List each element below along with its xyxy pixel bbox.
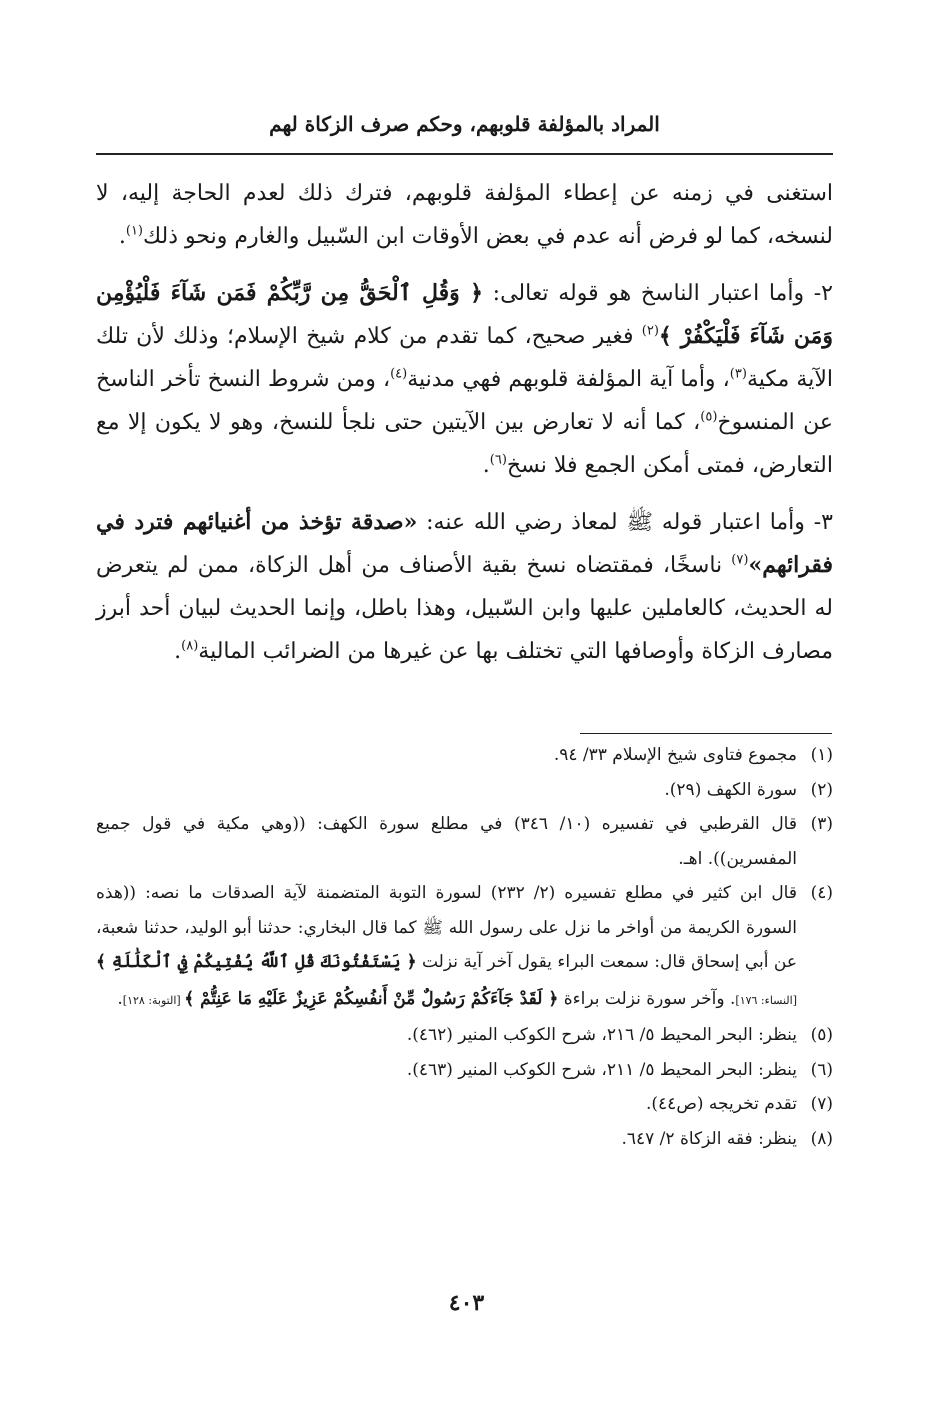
footnote-ref-8[interactable]: (٨) [181, 638, 199, 654]
paragraph-1-end: . [118, 224, 126, 249]
verse-citation: [النساء: ١٧٦] [735, 993, 797, 1007]
footnote-number: (٢) [810, 779, 833, 800]
paragraph-3-part1: ٣- وأما اعتبار قوله ﷺ لمعاذ رضي الله عنه: [417, 510, 833, 535]
footnote-number: (٧) [810, 1094, 833, 1114]
paragraph-3 [96, 501, 833, 673]
footnote-6 [96, 1053, 833, 1088]
footnote-ref-5[interactable]: (٥) [700, 409, 718, 425]
page-number: ٤٠٣ [448, 1290, 485, 1316]
footnote-text: قال القرطبي في تفسيره (١٠/ ٣٤٦) في مطلع سورة الكهف: ((وهي مكية في قول جميع المفسرين)). اهـ. [96, 814, 797, 869]
footnote-4 [96, 876, 833, 1018]
footnote-text: سورة الكهف (٢٩). [664, 779, 797, 800]
paragraph-2-part5: ، كما أنه لا تعارض بين الآيتين حتى نلجأ للنسخ، وهو لا يكون إلا مع التعارض، فمتى أمكن الجمع فلا نسخ [96, 410, 833, 478]
footnote-text: ينظر: فقه الزكاة ٢/ ٦٤٧. [621, 1128, 797, 1149]
paragraph-1-text: استغنى في زمنه عن إعطاء المؤلفة قلوبهم، فترك ذلك لعدم الحاجة إليه، لا لنسخه، كما لو فرض أنه عدم في بعض الأوقات ابن السّبيل والغارم ونحو ذلك [96, 181, 833, 249]
paragraph-2-end: . [482, 453, 490, 478]
footnote-text: مجموع فتاوى شيخ الإسلام ٣٣/ ٩٤. [553, 745, 797, 765]
footnote-ref-3[interactable]: (٣) [729, 366, 747, 382]
running-title: المراد بالمؤلفة قلوبهم، وحكم صرف الزكاة لهم [269, 112, 660, 136]
footnote-ref-7[interactable]: (٧) [731, 552, 749, 568]
footnote-ref-2[interactable]: (٢) [641, 323, 659, 339]
footnote-text: ينظر: البحر المحيط ٥/ ٢١٦، شرح الكوكب المنير (٤٦٢). [406, 1025, 797, 1045]
paragraph-3-end: . [174, 639, 182, 664]
footnote-number: (١) [810, 745, 833, 765]
paragraph-2-part4: ، ومن شروط النسخ تأخر الناسخ عن المنسوخ [96, 367, 833, 435]
footnote-ref-6[interactable]: (٦) [489, 452, 507, 468]
footnote-text: ينظر: البحر المحيط ٥/ ٢١١، شرح الكوكب المنير (٤٦٣). [406, 1059, 797, 1080]
footnote-8 [96, 1122, 833, 1157]
footnote-end: . [117, 988, 123, 1009]
paragraph-2-part1: ٢- وأما اعتبار الناسخ هو قوله تعالى: [483, 281, 833, 306]
paragraph-2 [96, 272, 833, 487]
footnote-text: . وآخر سورة نزلت براءة [558, 988, 736, 1009]
paragraph-2-part2: فغير صحيح، كما تقدم من كلام شيخ الإسلام؛ وذلك لأن تلك الآية مكية [96, 324, 834, 392]
footnote-7 [96, 1087, 833, 1122]
footnotes [96, 738, 833, 1156]
footnote-3 [96, 807, 833, 876]
footnote-text: قال ابن كثير في مطلع تفسيره (٢/ ٢٣٢) لسورة التوبة المتضمنة لآية الصدقات ما نصه: ((هذه السورة الكريمة من أواخر ما نزل على رسول الله ﷺ كما قال البخاري: حدثنا أبو الوليد، حدثنا شعبة، عن أبي إسحاق قال: سمعت البراء يقول آخر آية نزلت [96, 883, 797, 972]
quran-verse-nisa: ﴿ يَسْتَفْتُونَكَ قُلِ ٱللَّهُ يُفْتِيكُمْ فِي ٱلْكَلَٰلَةِ ﴾ [96, 952, 417, 972]
paragraph-3-part2: ناسخًا، فمقتضاه نسخ بقية الأصناف من أهل الزكاة، ممن لم يتعرض له الحديث، كالعاملين عليها وابن السّبيل، وهذا باطل، وإنما الحديث لبيان أحد أبرز مصارف الزكاة وأوصافها التي تختلف بها عن غيرها من الضرائب المالية [96, 553, 833, 664]
footnote-separator [580, 733, 832, 734]
verse-citation: [التوبة: ١٢٨] [122, 993, 185, 1007]
footnote-2 [96, 773, 833, 808]
hadith-quote: «صدقة تؤخذ من أغنيائهم فترد في فقرائهم» [96, 509, 833, 578]
footnote-number: (٦) [810, 1059, 833, 1080]
header-rule [96, 153, 833, 155]
footnote-ref-4[interactable]: (٤) [390, 366, 408, 382]
footnote-1 [96, 738, 833, 773]
footnote-number: (٨) [810, 1128, 833, 1149]
footnote-number: (٣) [810, 814, 833, 834]
footnote-number: (٤) [810, 883, 833, 903]
footnote-ref-1[interactable]: (١) [125, 223, 143, 239]
footnote-number: (٥) [810, 1025, 833, 1045]
quran-verse-tawbah: ﴿ لَقَدْ جَآءَكُمْ رَسُولٌ مِّنْ أَنفُسِكُمْ عَزِيزٌ عَلَيْهِ مَا عَنِتُّمْ ﴾ [184, 988, 559, 1009]
main-text [96, 172, 833, 687]
quran-verse-kahf: ﴿ وَقُلِ ٱلْحَقُّ مِن رَّبِّكُمْ فَمَن شَآءَ فَلْيُؤْمِن وَمَن شَآءَ فَلْيَكْفُرْ ﴾ [96, 280, 833, 349]
paragraph-2-part3: ، وأما آية المؤلفة قلوبهم فهي مدنية [407, 367, 730, 392]
footnote-text: تقدم تخريجه (ص٤٤). [646, 1094, 797, 1114]
paragraph-1 [96, 172, 833, 258]
footnote-5 [96, 1018, 833, 1053]
